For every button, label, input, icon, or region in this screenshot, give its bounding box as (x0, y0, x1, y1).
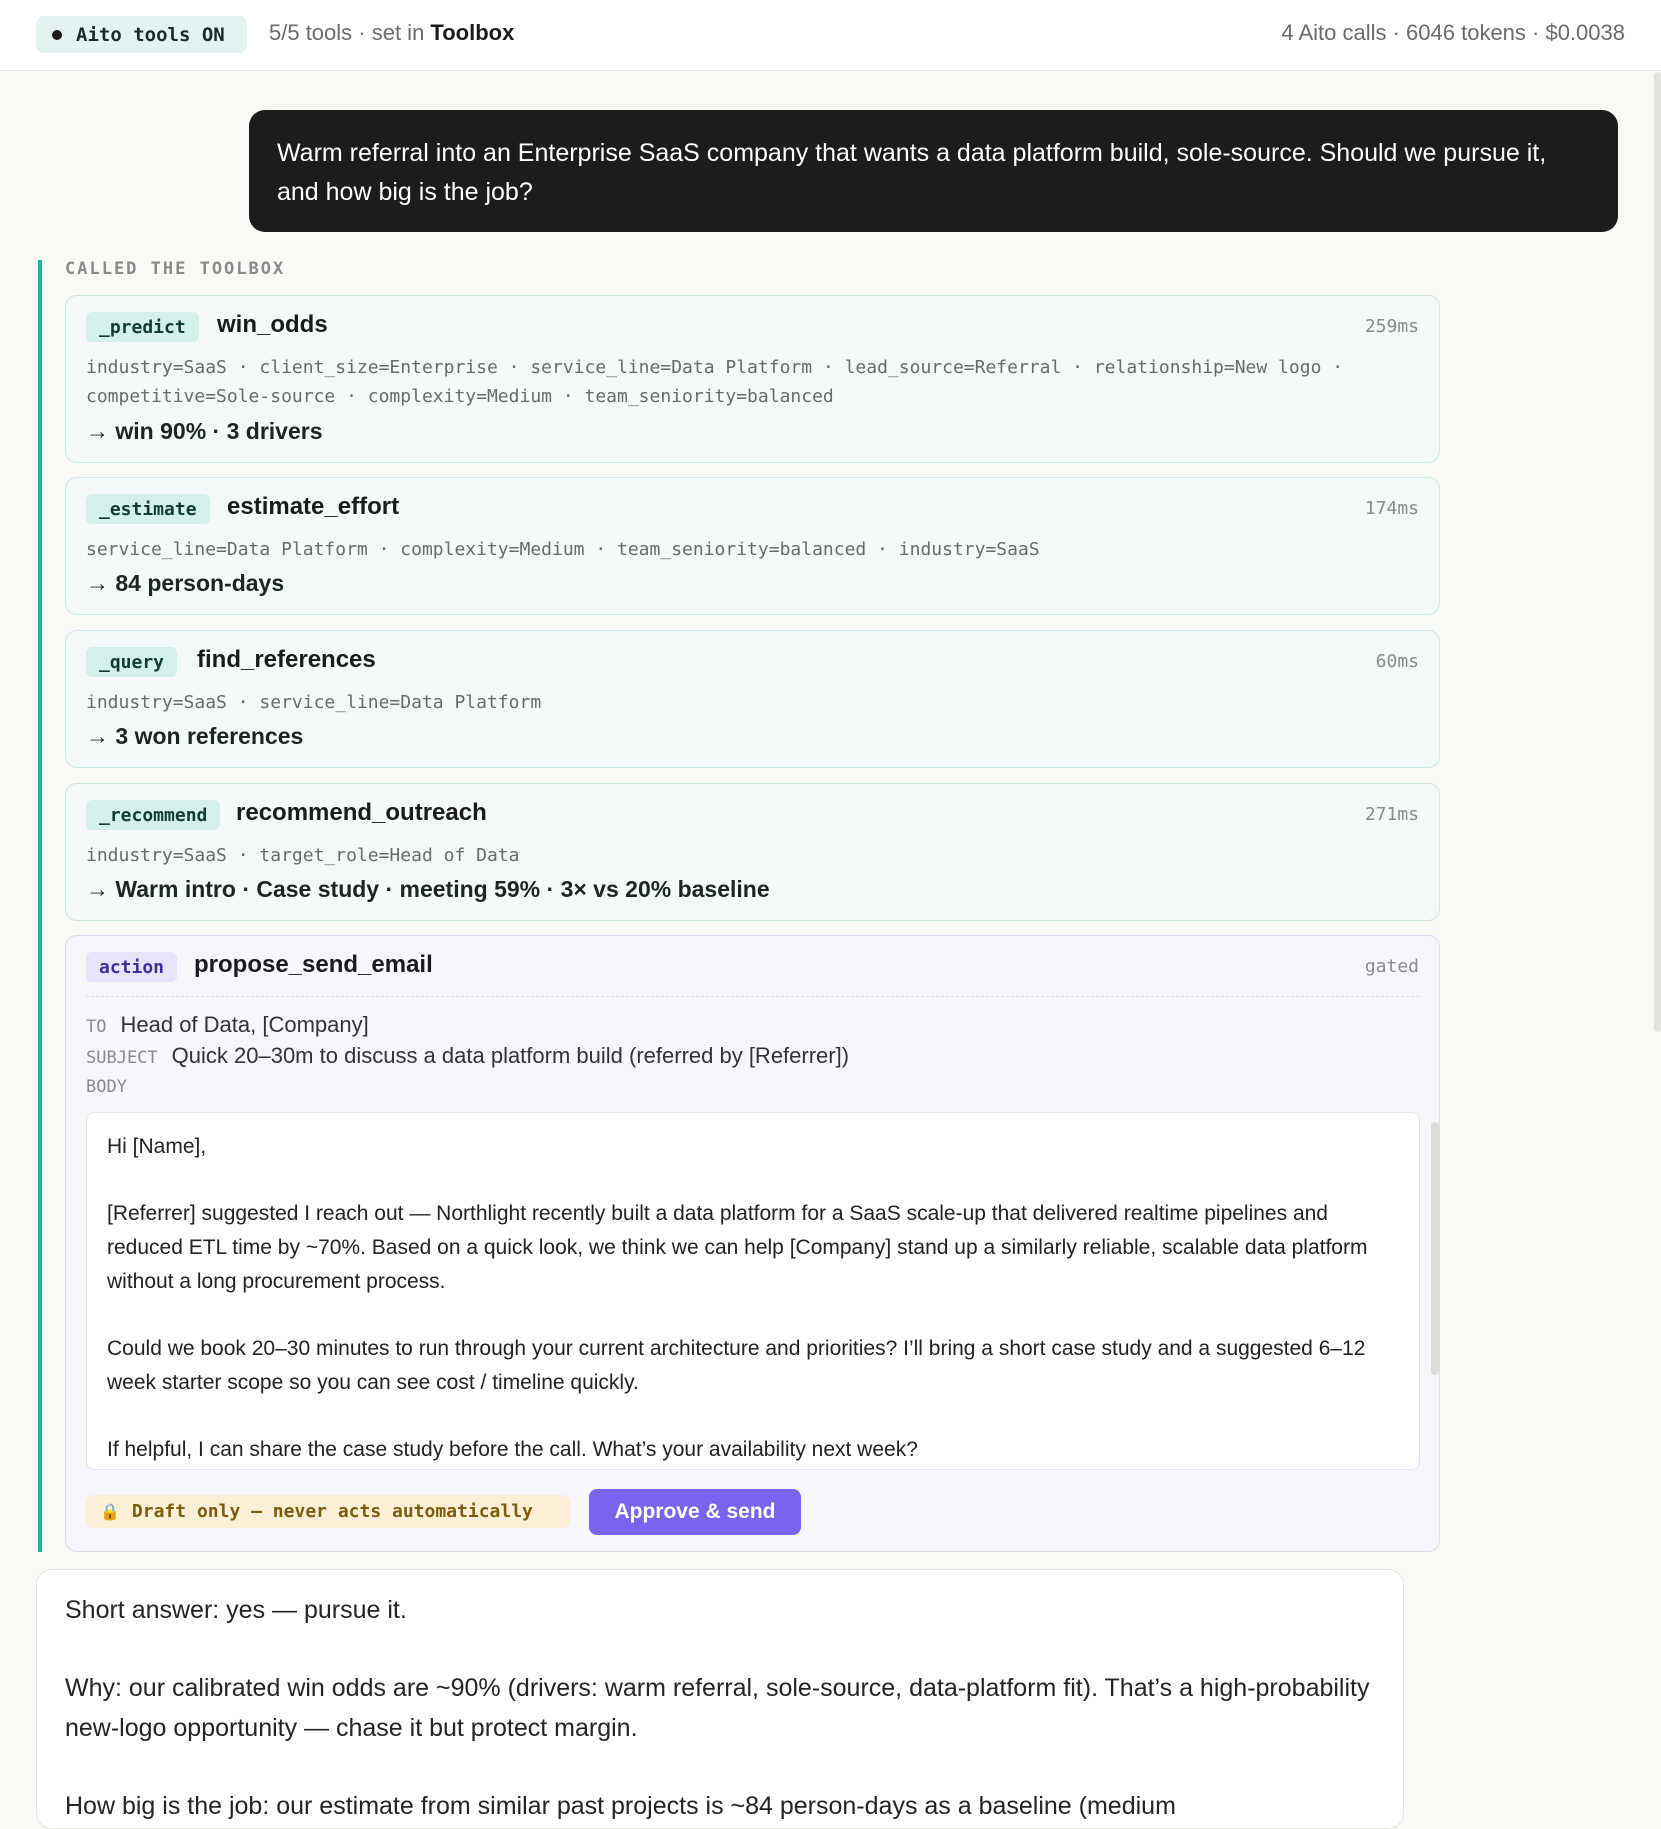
email-body-paragraph: Could we book 20–30 minutes to run through your current architecture and priorities? I’ll bring a short case study and a suggested 6–12 week starter scope so you can see cost / timeline quickly. (107, 1337, 1366, 1394)
tool-result: → 84 person-days (86, 570, 285, 596)
user-message: Warm referral into an Enterprise SaaS company that wants a data platform build, sole-source. Should we pursue it, and how big is the job? (249, 110, 1618, 232)
tool-latency: 60ms (1375, 651, 1419, 672)
tool-call-win-odds[interactable] (65, 295, 1440, 463)
tools-count (269, 20, 514, 46)
email-subject: Quick 20–30m to discuss a data platform build (referred by [Referrer]) (171, 1043, 850, 1068)
tools-count-text: 5/5 tools · set in (269, 20, 431, 45)
lock-icon: 🔒 (100, 1502, 120, 1521)
tool-type-tag: _estimate (86, 494, 210, 524)
email-to-row (86, 1012, 369, 1038)
body-label: BODY (86, 1077, 127, 1097)
email-body-label-row (86, 1077, 141, 1097)
tool-params: service_line=Data Platform · complexity=Medium · team_seniority=balanced · industry=SaaS (86, 539, 1040, 560)
tool-result: → win 90% · 3 drivers (86, 418, 323, 444)
action-name: propose_send_email (194, 951, 433, 978)
tool-type-tag: _predict (86, 312, 199, 342)
answer-paragraph: Why: our calibrated win odds are ~90% (drivers: warm referral, sole-source, data-platform fit). That’s a high-probability new-logo opportunity — chase it but protect margin. (65, 1674, 1370, 1742)
subject-label: SUBJECT (86, 1048, 158, 1068)
toolbox-label: CALLED THE TOOLBOX (65, 259, 286, 279)
divider (86, 996, 1419, 997)
tool-type-tag: _recommend (86, 800, 220, 830)
action-tag: action (86, 952, 177, 982)
tool-name: win_odds (217, 311, 328, 338)
tool-latency: 271ms (1364, 804, 1419, 825)
tool-params: industry=SaaS · service_line=Data Platform (86, 692, 542, 713)
draft-only-text: Draft only — never acts automatically (131, 1501, 533, 1522)
email-body-paragraph: [Referrer] suggested I reach out — Northlight recently built a data platform for a SaaS scale-up that delivered realtime pipelines and reduced ETL time by ~70%. Based on a quick look, we think we can help [Company] stand up a similarly reliable, scalable data platform without a long procurement process. (107, 1202, 1368, 1293)
tool-name: estimate_effort (227, 493, 400, 520)
action-status: gated (1364, 956, 1419, 977)
tool-latency: 259ms (1364, 316, 1419, 337)
approve-send-button[interactable]: Approve & send (589, 1489, 801, 1535)
tool-call-find-references[interactable] (65, 630, 1440, 768)
tool-params: industry=SaaS · target_role=Head of Data (86, 845, 520, 866)
usage-summary: 4 Aito calls · 6046 tokens · $0.0038 (1281, 20, 1625, 45)
email-body[interactable] (86, 1112, 1420, 1470)
toolbox-link[interactable]: Toolbox (430, 20, 515, 45)
page-scrollbar[interactable] (1654, 72, 1661, 1032)
status-badge-label: Aito tools ON (76, 23, 225, 46)
action-propose-send-email (65, 935, 1440, 1552)
toolbox-rail (38, 260, 42, 1552)
answer-paragraph: How big is the job: our estimate from similar past projects is ~84 person-days as a baseline (medium (65, 1792, 1176, 1820)
aito-tools-status-badge[interactable] (36, 16, 247, 53)
to-label: TO (86, 1017, 107, 1037)
assistant-answer (36, 1569, 1404, 1829)
tool-call-recommend-outreach[interactable] (65, 783, 1440, 921)
email-body-scrollbar[interactable] (1431, 1122, 1439, 1375)
tool-latency: 174ms (1364, 498, 1419, 519)
answer-paragraph: Short answer: yes — pursue it. (65, 1596, 407, 1624)
tool-call-estimate-effort[interactable] (65, 477, 1440, 615)
email-subject-row (86, 1043, 849, 1069)
draft-only-notice (86, 1495, 570, 1528)
top-bar (0, 0, 1661, 71)
email-body-paragraph: If helpful, I can share the case study before the call. What’s your availability next week? (107, 1438, 918, 1461)
tool-name: recommend_outreach (236, 799, 487, 826)
email-body-paragraph: Hi [Name], (107, 1135, 207, 1158)
tool-result: → Warm intro · Case study · meeting 59% · 3× vs 20% baseline (86, 876, 770, 902)
tool-name: find_references (197, 646, 376, 673)
tool-type-tag: _query (86, 647, 177, 677)
status-dot-icon (52, 30, 62, 40)
tool-result: → 3 won references (86, 723, 304, 749)
tool-params: industry=SaaS · client_size=Enterprise · service_line=Data Platform · lead_source=Referral · relationship=New logo · competitive=Sole-source · complexity=Medium · team_seniority=balanced (86, 357, 1344, 407)
email-to: Head of Data, [Company] (120, 1012, 369, 1037)
